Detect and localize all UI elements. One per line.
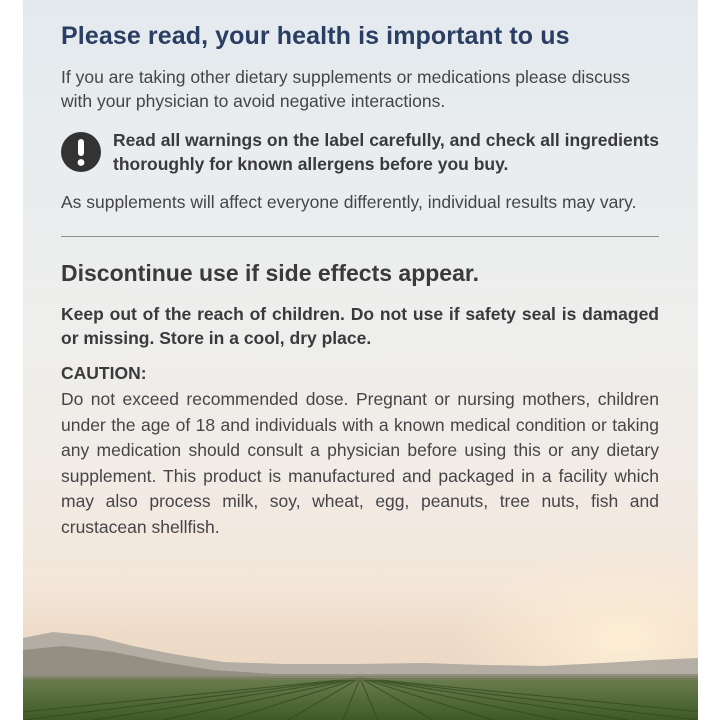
caution-label: CAUTION:	[61, 363, 147, 383]
farm-field-landscape	[23, 620, 698, 720]
storage-note: Keep out of the reach of children. Do not use if safety seal is damaged or missing. Store in a cool, dry place.	[61, 304, 659, 348]
warning-panel	[23, 0, 698, 720]
page-title: Please read, your health is important to us	[61, 22, 570, 50]
allergen-warning-text: Read all warnings on the label carefully, and check all ingredients thoroughly for known allergens before you buy.	[113, 130, 659, 174]
section-divider	[61, 236, 659, 237]
intro-paragraph: If you are taking other dietary supplements or medications please discuss with your physician to avoid negative interactions.	[61, 67, 631, 111]
caution-text: Do not exceed recommended dose. Pregnant or nursing mothers, children under the age of 18 and individuals with a known medical condition or taking any medication should consult a physician before using this or any dietary supplement. This product is manufactured and packaged in a facility which may also process milk, soy, wheat, egg, peanuts, tree nuts, fish and crustacean shellfish.	[61, 389, 659, 537]
exclamation-circle-icon	[61, 132, 101, 172]
allergen-warning	[61, 128, 661, 178]
discontinue-heading: Discontinue use if side effects appear.	[61, 260, 479, 286]
results-note: As supplements will affect everyone differently, individual results may vary.	[61, 192, 637, 212]
